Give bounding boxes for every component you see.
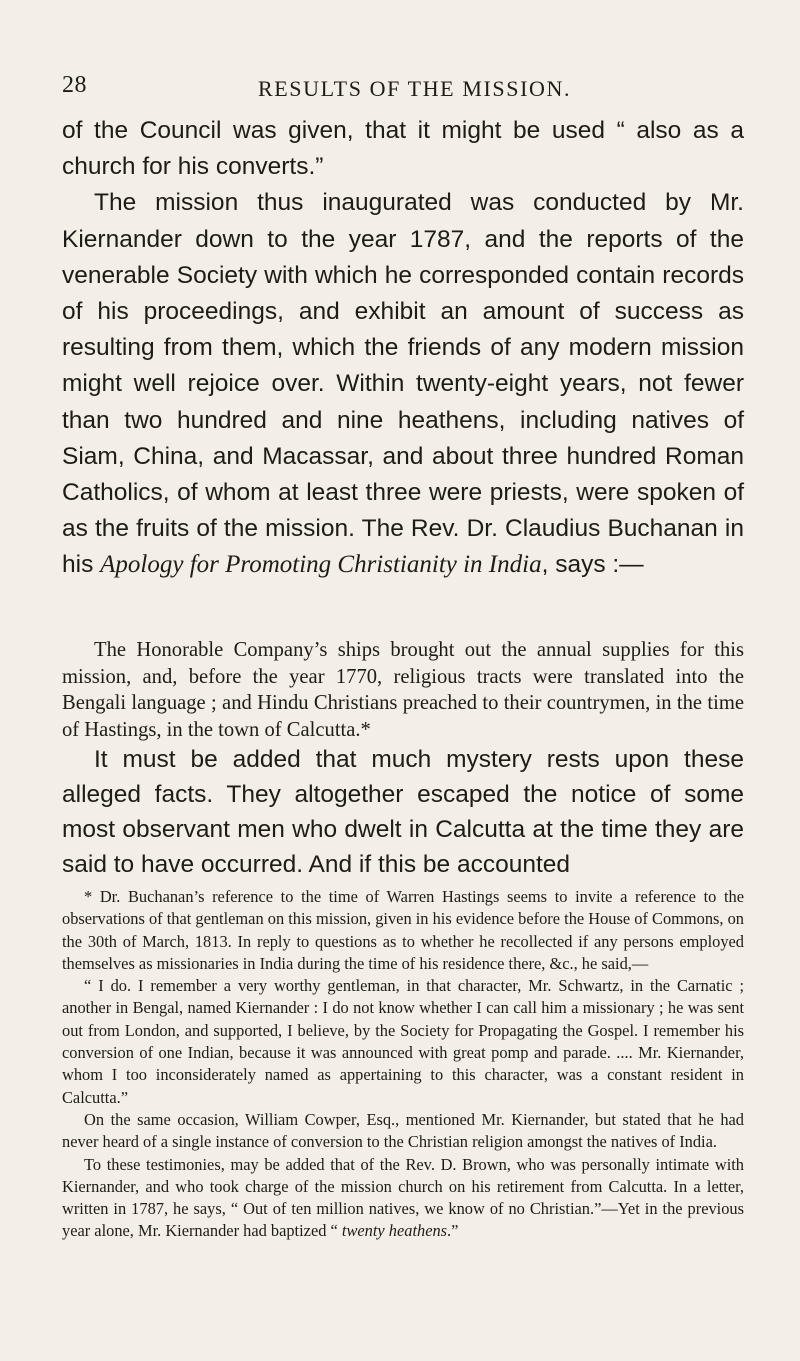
- quote-text: The Honorable Company’s ships brought out the annual supplies for this mission, and, before the year 1770, religious tracts were translated into the Bengali language ; and Hindu Christians preached to their countrymen, in the time of Hastings, in the town of Calcutta.*: [62, 639, 744, 741]
- page-header: [62, 72, 742, 102]
- paragraph-1: of the Council was given, that it might be used “ also as a church for his converts.”: [62, 117, 744, 181]
- footnotes: [62, 886, 744, 1243]
- footnote-4-italic: twenty heathens: [341, 1221, 448, 1241]
- book-title-apology: Apology for Promoting Christianity in India: [100, 551, 542, 579]
- page-number: 28: [62, 72, 87, 98]
- block-quote: [62, 637, 744, 743]
- running-title: RESULTS OF THE MISSION.: [258, 76, 572, 101]
- footnote-1: * Dr. Buchanan’s reference to the time of Warren Hastings seems to invite a reference to the observations of that gentleman on this mission, given in his evidence before the House of Commons, on the 30th of March, 1813. In reply to questions as to whether he recollected if any persons employed themselves as missionaries in India during the time of his residence there, &c., he said,—: [62, 887, 744, 973]
- footnote-4: [62, 1154, 744, 1243]
- paragraph-2: [62, 185, 744, 583]
- main-text-block-2: [62, 742, 744, 882]
- footnote-4-end: .”: [447, 1221, 459, 1241]
- paragraph-3: It must be added that much mystery rests upon these alleged facts. They altogether escaped the notice of some most observant men who dwelt in Calcutta at the time they are said to have occurred. And if this be accounted: [62, 746, 744, 878]
- paragraph-2-text: The mission thus inaugurated was conducted by Mr. Kiernander down to the year 1787, and the reports of the venerable Society with which he corresponded contain records of his proceedings, and exhibit an amount of success as resulting from them, which the friends of any modern mission might well rejoice over. Within twenty-eight years, not fewer than two hundred and nine heathens, including natives of Siam, China, and Macassar, and about three hundred Roman Catholics, of whom at least three were priests, were spoken of as the fruits of the mission. The Rev. Dr. Claudius Buchanan in his: [62, 189, 744, 579]
- footnote-2: “ I do. I remember a very worthy gentleman, in that character, Mr. Schwartz, in the Carnatic ; another in Bengal, named Kiernander : I do not know whether I can call him a missionary ; he was sent out from London, and supported, I believe, by the Society for Propagating the Gospel. I remember his conversion of one Indian, because it was announced with great pomp and parade. .... Mr. Kiernander, whom I too inconsiderately named as appertaining to this character, was a constant resident in Calcutta.”: [62, 976, 744, 1107]
- footnote-3: On the same occasion, William Cowper, Esq., mentioned Mr. Kiernander, but stated that he had never heard of a single instance of conversion to the Christian religion amongst the natives of India.: [62, 1109, 744, 1152]
- paragraph-2-end: , says :—: [541, 551, 644, 579]
- main-text-block: [62, 113, 744, 584]
- footnote-4-text: To these testimonies, may be added that of the Rev. D. Brown, who was personally intimate with Kiernander, and who took charge of the mission church on his retirement from Calcutta. In a letter, written in 1787, he says, “ Out of ten million natives, we know of no Christian.”—Yet in the previous year alone, Mr. Kiernander had baptized “: [62, 1154, 744, 1241]
